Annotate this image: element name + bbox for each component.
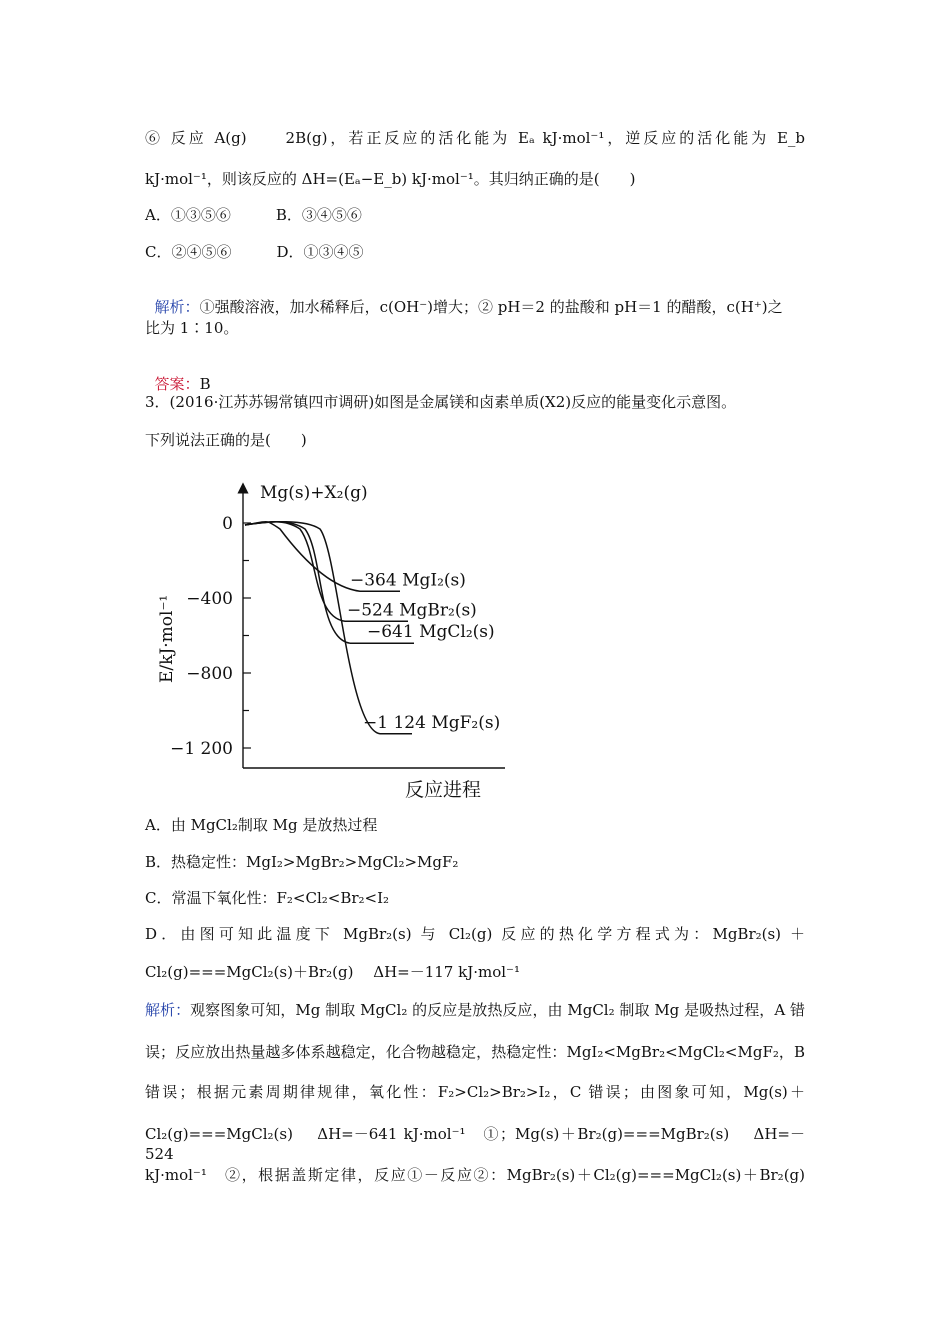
q2-item6-cont: kJ·mol⁻¹，则该反应的 ΔH=(Eₐ−E_b) kJ·mol⁻¹。其归纳正确的是( ) (145, 170, 636, 188)
q3-option-d-line2: Cl₂(g)===MgCl₂(s)＋Br₂(g) ΔH=－117 kJ·mol⁻¹ (145, 963, 520, 981)
y-tick-label: −800 (186, 664, 233, 684)
x-axis-label: 反应进程 (405, 779, 482, 801)
q2-item6: ⑥ 反应 A(g) 2B(g)，若正反应的活化能为 Eₐ kJ·mol⁻¹，逆反应的活化能为 E_b (145, 129, 805, 147)
q3-analysis-line1 (145, 1000, 805, 1020)
analysis-label: 解析： (154, 298, 200, 316)
q2-analysis-line2: 比为 1∶10。 (145, 319, 239, 337)
answer-label: 答案： (154, 375, 200, 393)
q2-answer (145, 354, 211, 394)
y-axis-label: E/kJ·mol⁻¹ (157, 594, 177, 683)
q3-analysis-line5: kJ·mol⁻¹ ②，根据盖斯定律，反应①－反应②：MgBr₂(s)＋Cl₂(g)===MgCl₂(s)＋Br₂(g) (145, 1166, 805, 1184)
q3-stem-line1: 3．(2016·江苏苏锡常镇四市调研)如图是金属镁和卤素单质(X2)反应的能量变化示意图。 (145, 393, 737, 411)
y-tick-label: 0 (222, 514, 233, 534)
y-tick-label: −400 (186, 589, 233, 609)
q3-option-c: C．常温下氧化性：F₂<Cl₂<Br₂<I₂ (145, 889, 390, 907)
chart-title: Mg(s)+X₂(g) (260, 483, 368, 503)
y-ticks (170, 514, 251, 759)
curve-label: −1 124 MgF₂(s) (363, 712, 501, 733)
energy-diagram (150, 478, 520, 810)
analysis-text: 观察图象可知，Mg 制取 MgCl₂ 的反应是放热反应，由 MgCl₂ 制取 Mg 是吸热过程，A 错 (190, 1001, 805, 1019)
analysis-text: ①强酸溶液，加水稀释后，c(OH⁻)增大；② pH＝2 的盐酸和 pH＝1 的醋酸，c(H⁺)之 (199, 298, 783, 316)
q2-options-cd: C．②④⑤⑥ D．①③④⑤ (145, 243, 364, 261)
q3-stem-line2: 下列说法正确的是( ) (145, 431, 307, 449)
energy-curves (245, 522, 500, 734)
analysis-label: 解析： (145, 1001, 191, 1019)
y-tick-label: −1 200 (170, 739, 233, 759)
q2-analysis-line1 (145, 277, 783, 317)
q3-analysis-line3: 错误；根据元素周期律规律，氧化性：F₂>Cl₂>Br₂>I₂，C 错误；由图象可知，Mg(s)＋ (145, 1083, 805, 1101)
curve-label: −641 MgCl₂(s) (367, 622, 495, 643)
q3-option-d-line1: D．由图可知此温度下 MgBr₂(s) 与 Cl₂(g) 反应的热化学方程式为：MgBr₂(s) ＋ (145, 925, 805, 943)
q3-option-b: B．热稳定性：MgI₂>MgBr₂>MgCl₂>MgF₂ (145, 853, 459, 871)
q3-option-a: A．由 MgCl₂制取 Mg 是放热过程 (145, 816, 378, 834)
q3-analysis-line4: Cl₂(g)===MgCl₂(s) ΔH=－641 kJ·mol⁻¹ ①；Mg(s)＋Br₂(g)===MgBr₂(s) ΔH=－524 (145, 1125, 805, 1163)
answer-value: B (199, 375, 211, 393)
curve-label: −524 MgBr₂(s) (347, 600, 477, 621)
q2-options-ab: A．①③⑤⑥ B．③④⑤⑥ (145, 206, 362, 224)
curve-label: −364 MgI₂(s) (350, 570, 466, 591)
q3-analysis-line2: 误；反应放出热量越多体系越稳定，化合物越稳定，热稳定性：MgI₂<MgBr₂<MgCl₂<MgF₂，B (145, 1043, 805, 1061)
